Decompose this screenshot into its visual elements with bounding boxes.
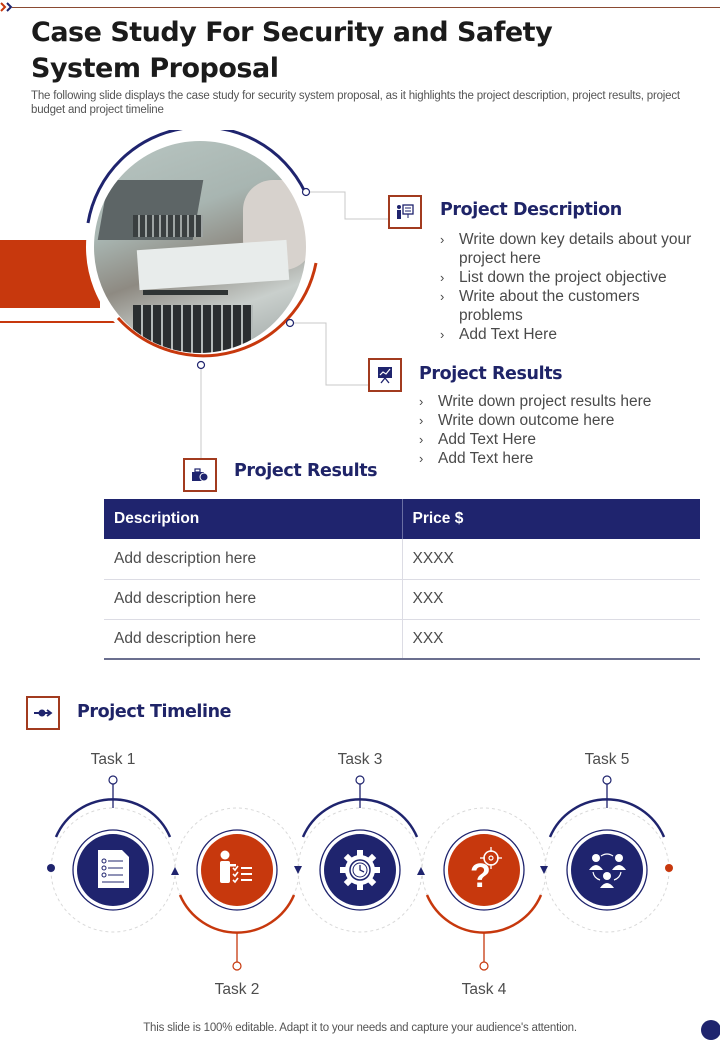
table-header-row [104,499,700,539]
timeline-icon-box [26,696,60,730]
budget-icon-box [183,458,217,492]
footer-note: This slide is 100% editable. Adapt it to your needs and capture your audience's attention. [143,1022,577,1034]
hero-section [0,130,400,480]
project-timeline [0,740,720,1010]
project-results-heading: Project Results [419,364,563,384]
task-2-label: Task 2 [214,981,260,998]
table-row [104,579,700,619]
hero-arcs-connectors [0,130,400,480]
gear-clock-icon [340,850,380,890]
task-5-label: Task 5 [584,751,630,768]
task-1-label: Task 1 [90,751,136,768]
page-title: Case Study For Security and Safety System Proposal [31,17,553,84]
list-item: › Write down outcome here [417,411,707,430]
cell-description: Add description here [104,539,402,579]
page-subtitle: The following slide displays the case study for security system proposal, as it highlights the project description, project results, project budget and project timeline [31,90,680,116]
top-divider [12,7,720,8]
timeline-heading: Project Timeline [77,702,232,722]
list-item: › Add Text Here [417,430,707,449]
money-briefcase-icon [191,468,209,482]
footer-decorative-dot [701,1020,720,1040]
project-description-list [438,230,698,344]
list-item: › Add Text here [417,449,707,468]
column-header-description: Description [104,499,402,539]
document-checklist-icon [98,850,129,888]
timeline-arrow-icon [33,707,53,719]
cell-description: Add description here [104,579,402,619]
presentation-person-icon [396,204,414,220]
budget-table [104,499,700,660]
list-item: › Write down project results here [417,392,707,411]
table-row [104,619,700,659]
budget-heading: Project Results [234,461,378,481]
task-4-label: Task 4 [461,981,507,998]
growth-chart-board-icon [377,366,393,384]
svg-text:?: ? [470,857,491,895]
list-item: › Write down key details about your project here [438,230,698,268]
column-header-price: Price $ [402,499,700,539]
list-item: › Write about the customers problems [438,287,698,325]
list-item: › List down the project objective [438,268,698,287]
cell-price: XXX [402,619,700,659]
table-row [104,539,700,579]
timeline-graphic [0,740,720,1010]
project-results-icon-box [368,358,402,392]
project-description-heading: Project Description [440,200,622,220]
project-description-icon-box [388,195,422,229]
project-results-list [417,392,707,468]
cell-price: XXXX [402,539,700,579]
list-item: › Add Text Here [438,325,698,344]
cell-price: XXX [402,579,700,619]
cell-description: Add description here [104,619,402,659]
task-3-label: Task 3 [337,751,383,768]
